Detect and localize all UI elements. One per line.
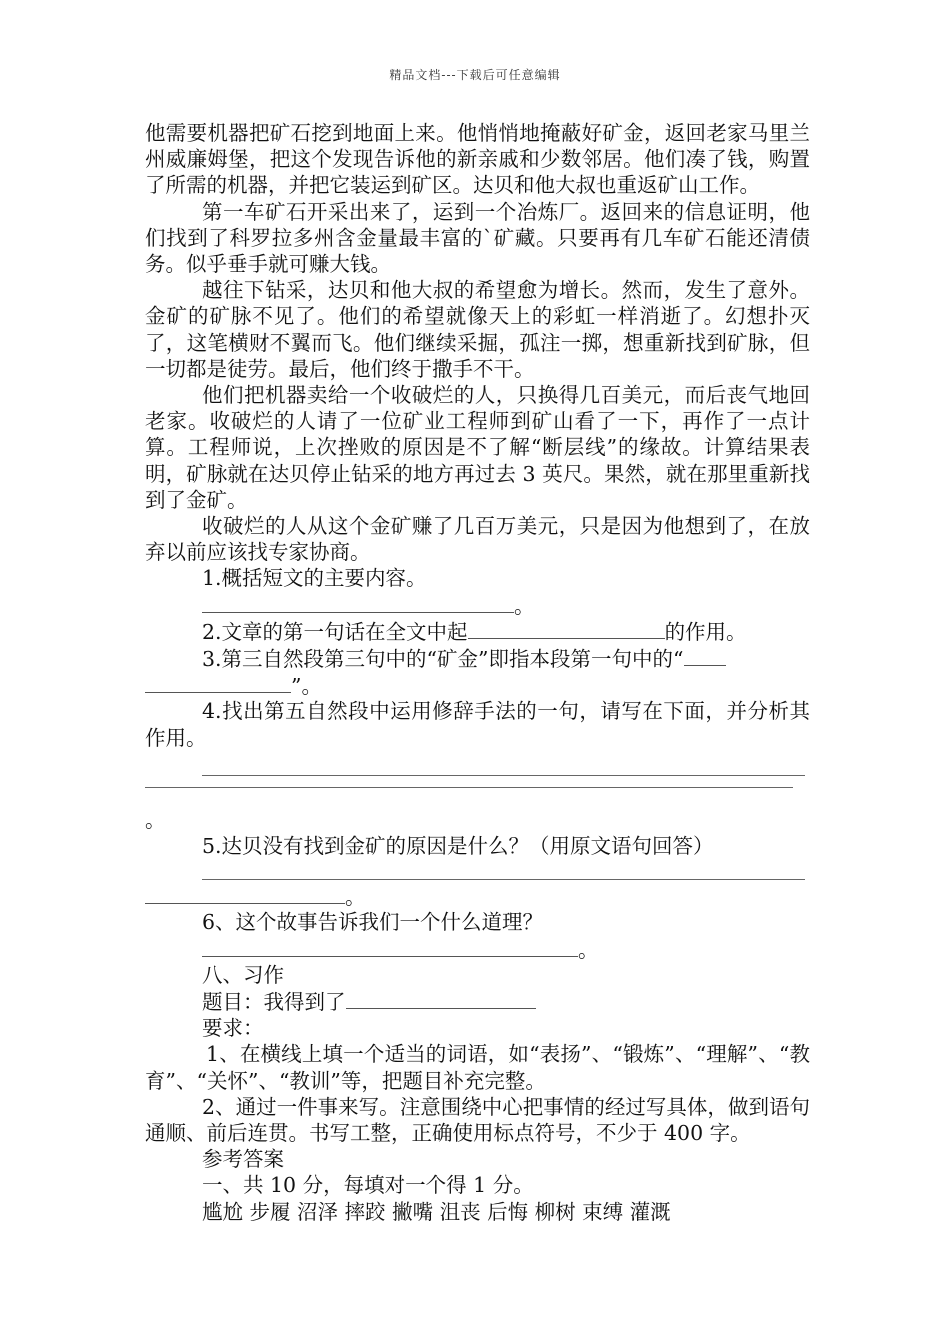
story-paragraph-3: 越往下钻采，达贝和他大叔的希望愈为增长。然而，发生了意外。金矿的矿脉不见了。他们的希望就像天上的彩虹一样消逝了。幻想扑灭了，这笔横财不翼而飞。他们继续采掘，孤注一掷，想重新找到矿脉，但一切都是徒劳。最后，他们终于撒手不干。 xyxy=(145,278,810,381)
answer-blank[interactable] xyxy=(202,592,514,613)
answers-heading: 参考答案 xyxy=(202,1147,284,1172)
question-2 xyxy=(145,618,810,645)
question-1: 1.概括短文的主要内容。 xyxy=(202,566,427,591)
story-paragraph-2: 第一车矿石开采出来了，运到一个冶炼厂。返回来的信息证明，他们找到了科罗拉多州含金量最丰富的`矿藏。只要再有几车矿石能还清债务。似乎垂手就可赚大钱。 xyxy=(145,199,810,277)
answer-blank[interactable] xyxy=(145,672,291,693)
writing-topic-text: 题目：我得到了 xyxy=(202,990,346,1015)
writing-requirements-heading: 要求： xyxy=(202,1016,264,1041)
question-1-answer-line xyxy=(145,592,810,618)
page-header: 精品文档---下载后可任意编辑 xyxy=(389,68,561,82)
question-4-answer-line-1 xyxy=(145,751,810,787)
question-4: 4.找出第五自然段中运用修辞手法的一句，请写在下面，并分析其作用。 xyxy=(145,699,810,750)
question-2-text-a: 2.文章的第一句话在全文中起 xyxy=(202,619,468,644)
question-3-text-a: 3.第三自然段第三句中的“矿金”即指本段第一句中的“ xyxy=(202,647,684,672)
story-paragraph-5: 收破烂的人从这个金矿赚了几百万美元，只是因为他想到了，在放弃以前应该找专家协商。 xyxy=(145,514,810,565)
question-6: 6、这个故事告诉我们一个什么道理？ xyxy=(202,910,544,935)
answer-blank[interactable] xyxy=(468,618,665,639)
question-2-text-b: 的作用。 xyxy=(664,619,747,644)
answer-blank[interactable] xyxy=(145,883,345,904)
question-6-end-mark: 。 xyxy=(578,937,599,962)
answer-rule[interactable] xyxy=(202,775,805,776)
story-paragraph-1: 他需要机器把矿石挖到地面上来。他悄悄地掩蔽好矿金，返回老家马里兰州威廉姆堡，把这个发现告诉他的新亲戚和少数邻居。他们凑了钱，购置了所需的机器，并把它装运到矿区。达贝和他大叔也重返矿山工作。 xyxy=(145,121,810,198)
question-5-answer-line-2 xyxy=(145,883,810,909)
question-3 xyxy=(145,645,810,672)
question-4-answer-line-2 xyxy=(145,787,810,807)
question-3-answer-line xyxy=(145,672,810,698)
answer-blank[interactable] xyxy=(684,645,726,666)
question-4-end-line xyxy=(145,807,810,833)
writing-heading: 八、习作 xyxy=(202,962,284,987)
writing-requirement-1: 1、在横线上填一个适当的词语，如“表扬”、“锻炼”、“理解”、“教育”、“关怀”、“教训”等，把题目补充完整。 xyxy=(145,1042,810,1093)
question-4-end-mark: 。 xyxy=(145,807,166,832)
question-5-end-mark: 。 xyxy=(345,885,366,910)
question-6-answer-line xyxy=(145,936,810,962)
writing-requirement-2: 2、通过一件事来写。注意围绕中心把事情的经过写具体，做到语句通顺、前后连贯。书写工整，正确使用标点符号，不少于 400 字。 xyxy=(145,1094,810,1146)
answers-words: 尴尬 步履 沼泽 摔跤 撇嘴 沮丧 后悔 柳树 束缚 灌溉 xyxy=(202,1199,671,1224)
question-5-answer-line-1 xyxy=(145,859,810,883)
writing-topic xyxy=(145,988,810,1015)
answers-part-1: 一、共 10 分，每填对一个得 1 分。 xyxy=(202,1173,534,1198)
answer-rule[interactable] xyxy=(145,787,793,788)
question-5: 5.达贝没有找到金矿的原因是什么？（用原文语句回答） xyxy=(202,834,714,859)
document-body xyxy=(145,120,810,1225)
question-3-text-b: ”。 xyxy=(291,674,322,699)
answer-rule[interactable] xyxy=(202,879,805,880)
question-1-end-mark: 。 xyxy=(514,593,535,618)
story-paragraph-4: 他们把机器卖给一个收破烂的人，只换得几百美元，而后丧气地回老家。收破烂的人请了一位矿业工程师到矿山看了一下，再作了一点计算。工程师说，上次挫败的原因是不了解“断层线”的缘故。计算结果表明，矿脉就在达贝停止钻采的地方再过去 3 英尺。果然，就在那里重新找到了金矿。 xyxy=(145,383,810,512)
answer-blank[interactable] xyxy=(202,936,578,957)
topic-blank[interactable] xyxy=(346,988,536,1009)
